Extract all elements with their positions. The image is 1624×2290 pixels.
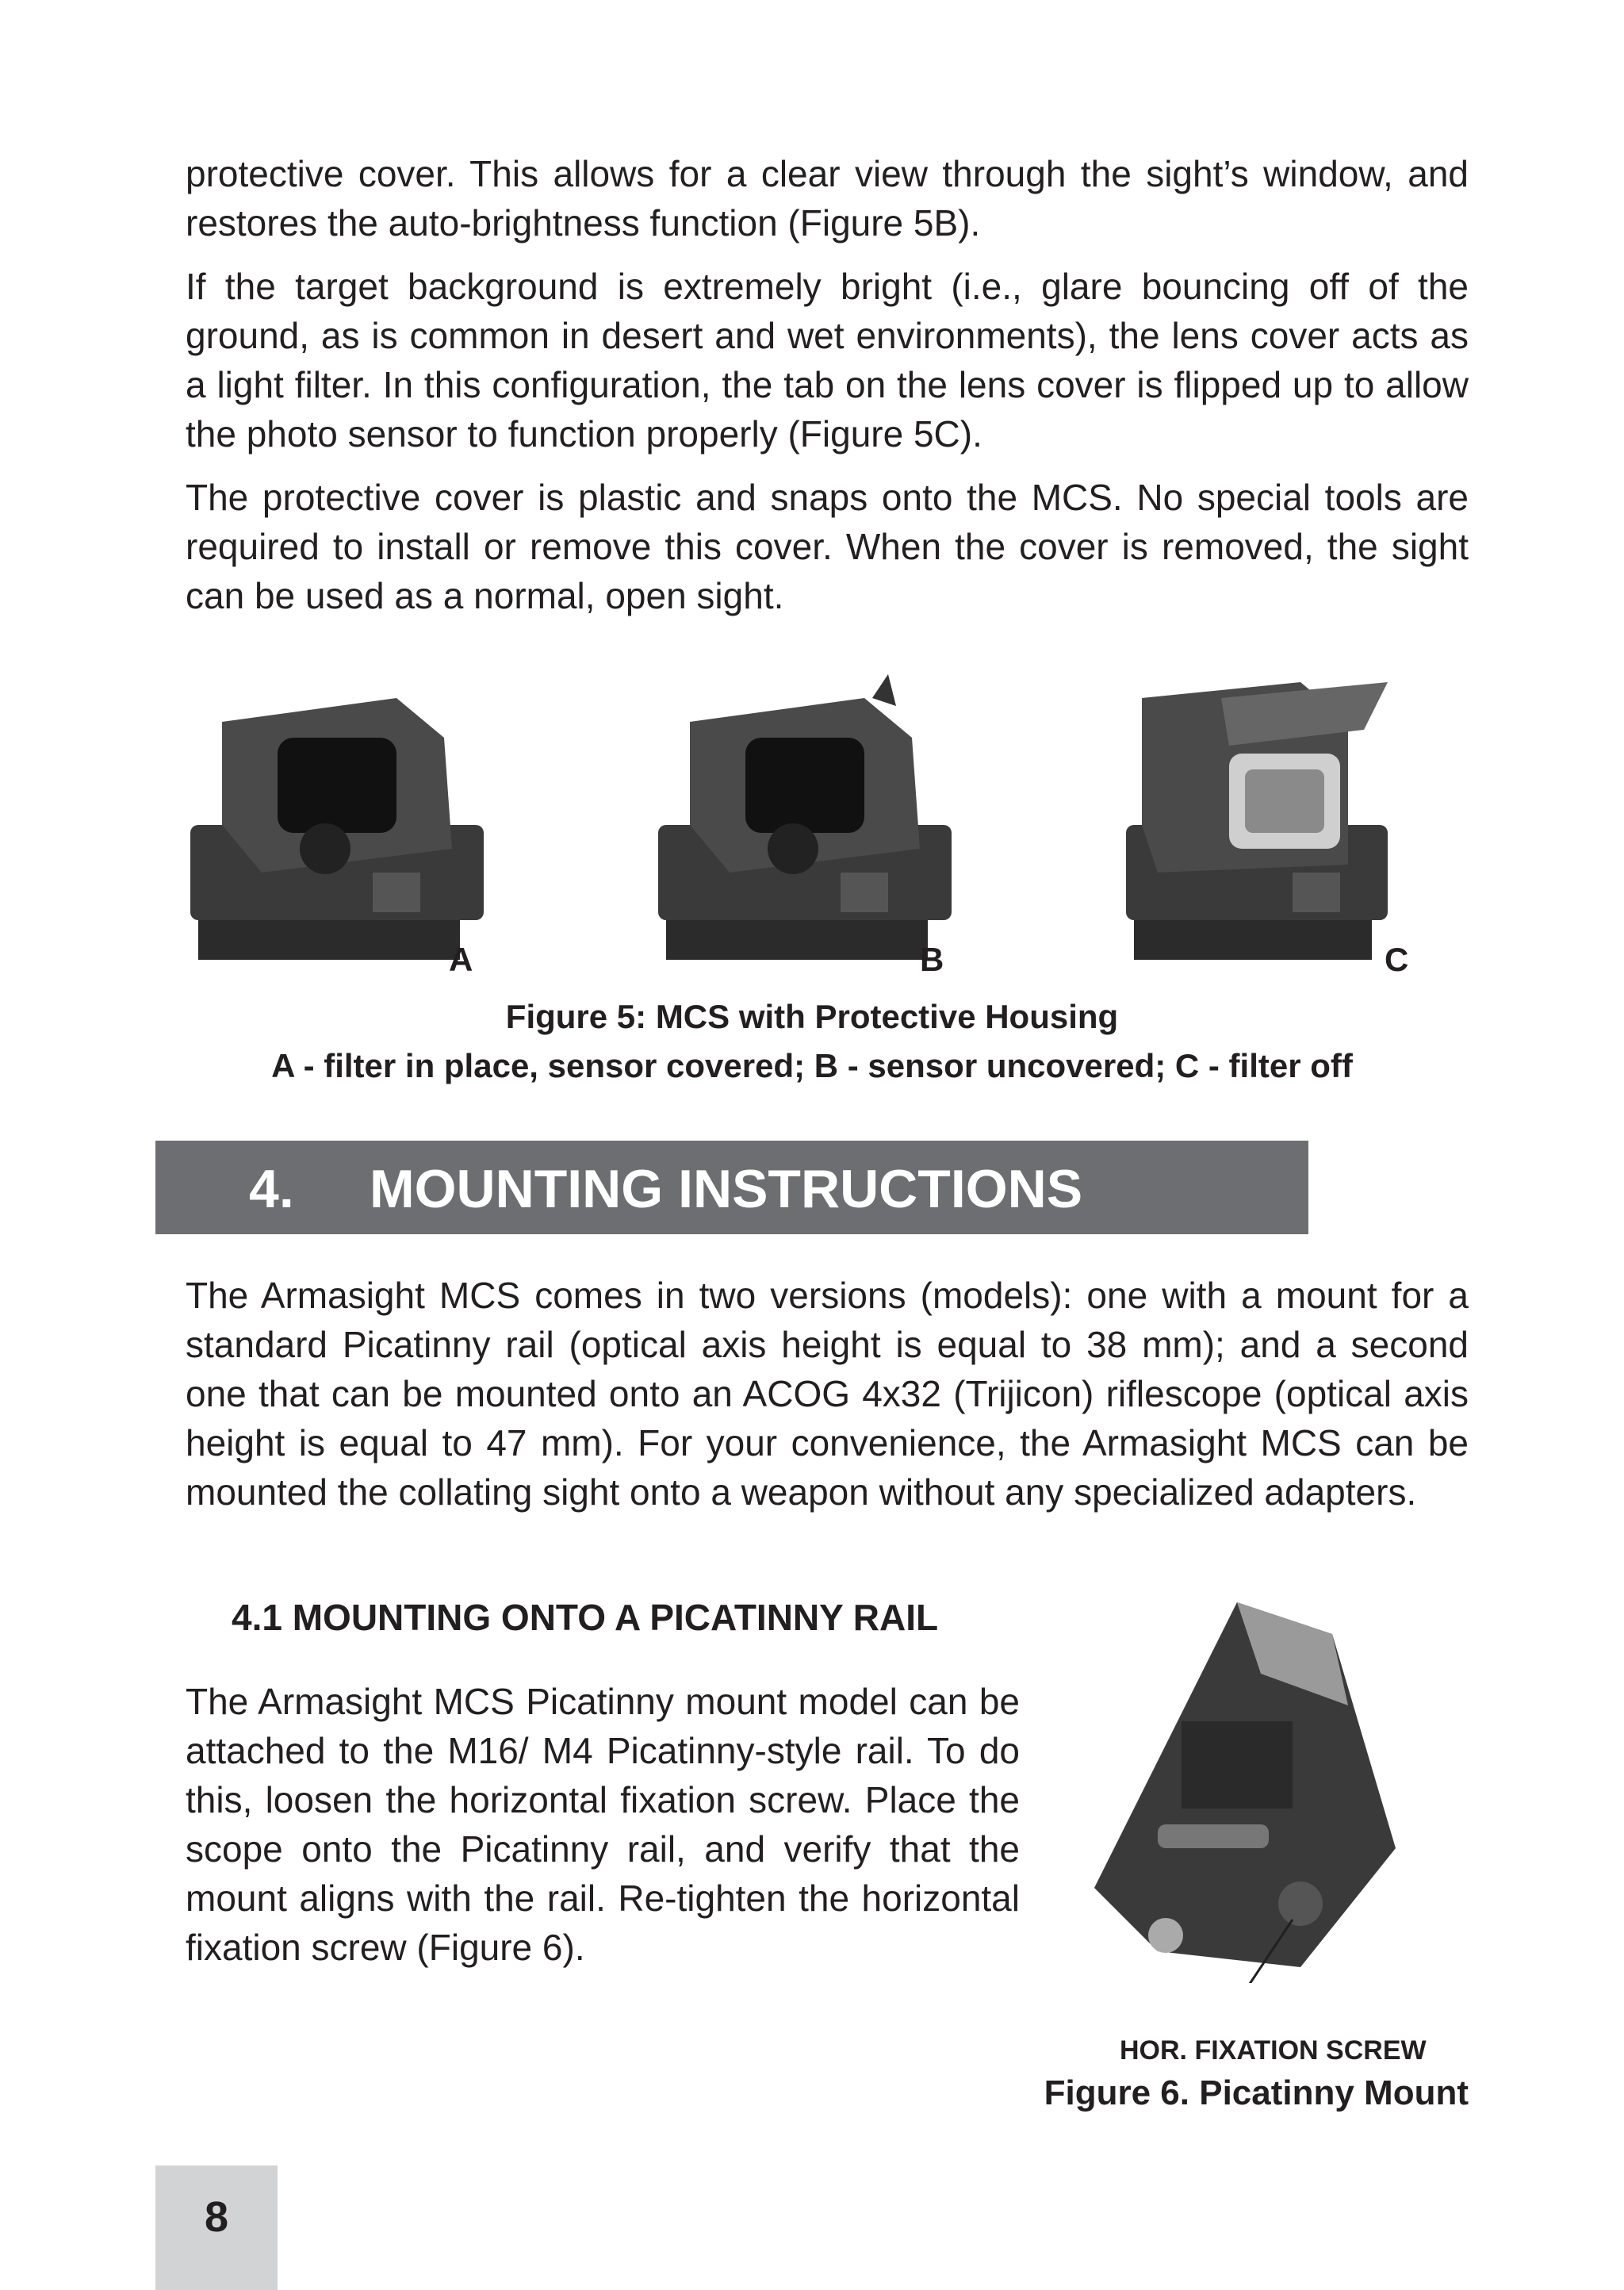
figure-5-photos <box>190 666 1459 984</box>
figure-6-photo <box>1063 1586 1396 1983</box>
figure-5-caption-title: Figure 5: MCS with Protective Housing <box>505 998 1119 1035</box>
figure-5-label-a: A <box>449 941 473 978</box>
section-heading-bar <box>155 1141 1308 1234</box>
section-number: 4. <box>249 1159 294 1219</box>
figure-5-label-b: B <box>920 941 944 978</box>
paragraph-protective-cover: protective cover. This allows for a clear view through the sight’s window, and restores the auto-brightness function (Figure 5B). <box>186 153 1469 244</box>
paragraph-plastic-cover: The protective cover is plastic and snaps onto the MCS. No special tools are required to install or remove this cover. When the cover is removed, the sight can be used as a normal, open sight. <box>186 477 1469 616</box>
paragraph-mcs-versions: The Armasight MCS comes in two versions (models): one with a mount for a standard Picatinny rail (optical axis height is equal to 38 mm); and a second one that can be mounted onto an ACOG 4x32 (Trijicon) riflescope (optical axis height is equal to 47 mm). For your convenience, the Armasight MCS can be mounted the collating sight onto a weapon without any specialized adapters. <box>186 1275 1469 1513</box>
paragraph-light-filter: If the target background is extremely bright (i.e., glare bouncing off of the ground, as is common in desert and wet environments), the lens cover acts as a light filter. In this configuration, the tab on the lens cover is flipped up to allow the photo sensor to function properly (Figure 5C). <box>186 266 1469 455</box>
figure-5-caption-detail: A - filter in place, sensor covered; B - sensor uncovered; C - filter off <box>271 1047 1353 1084</box>
sight-photo-c <box>1110 666 1427 984</box>
subsection-heading: 4.1 MOUNTING ONTO A PICATINNY RAIL <box>232 1597 939 1638</box>
page-number-tab <box>155 2165 278 2290</box>
fixation-screw-label: HOR. FIXATION SCREW <box>1120 2035 1427 2066</box>
sight-photo-b <box>658 666 975 984</box>
page-number: 8 <box>204 2193 229 2241</box>
paragraph-picatinny-mount: The Armasight MCS Picatinny mount model can be attached to the M16/ M4 Picatinny-style rail. To do this, loosen the horizontal fixation screw. Place the scope onto the Picatinny rail, and verify that the mount aligns with the rail. Re-tighten the horizontal fixation screw (Figure 6). <box>186 1681 1020 1968</box>
figure-6-caption: Figure 6. Picatinny Mount <box>1044 2073 1469 2112</box>
figure-5-label-c: C <box>1385 941 1409 978</box>
sight-photo-a <box>190 666 508 984</box>
section-title: MOUNTING INSTRUCTIONS <box>370 1159 1083 1219</box>
